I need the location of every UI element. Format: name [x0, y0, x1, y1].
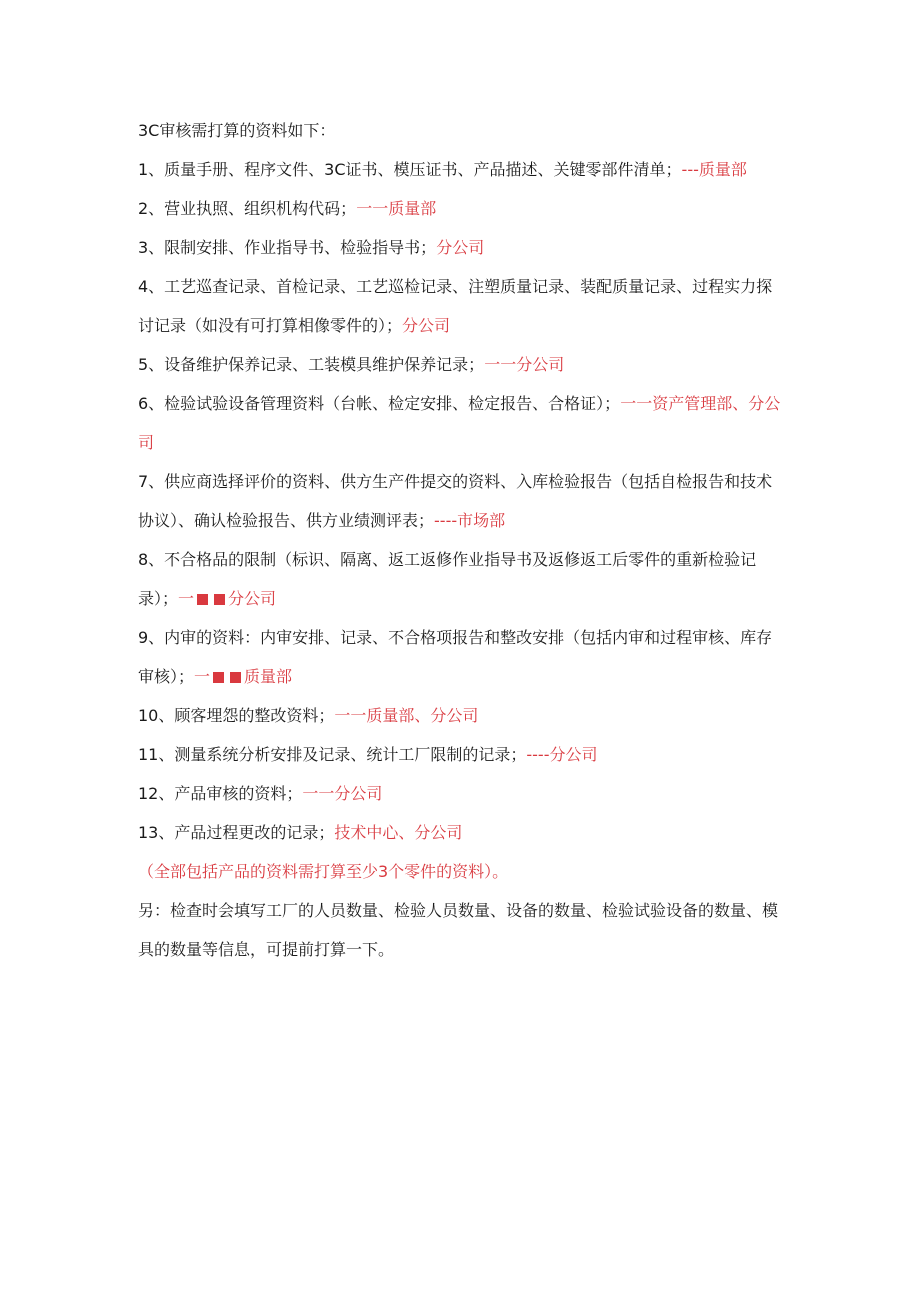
- document-body: [138, 111, 788, 969]
- redacted-square-icon: [213, 672, 224, 683]
- list-item: [138, 189, 788, 228]
- redacted-square-icon: [214, 594, 225, 605]
- item-text: 3、限制安排、作业指导书、检验指导书；: [138, 238, 437, 257]
- item-text: 5、设备维护保养记录、工装模具维护保养记录；: [138, 355, 485, 374]
- item-text: 7、供应商选择评价的资料、供方生产件提交的资料、入库检验报告（包括自检报告和技术协议）、确认检验报告、供方业绩测评表；: [138, 472, 773, 530]
- list-item: [138, 384, 788, 462]
- list-item: [138, 267, 788, 345]
- document-note: （全部包括产品的资料需打算至少3个零件的资料）。: [138, 862, 509, 881]
- document-footer: 另：检查时会填写工厂的人员数量、检验人员数量、设备的数量、检验试验设备的数量、模具的数量等信息，可提前打算一下。: [138, 901, 779, 959]
- item-text: 12、产品审核的资料；: [138, 784, 303, 803]
- redacted-square-icon: [230, 672, 241, 683]
- item-text: 6、检验试验设备管理资料（台帐、检定安排、检定报告、合格证）；: [138, 394, 621, 413]
- document-heading: 3C审核需打算的资料如下：: [138, 121, 336, 140]
- list-item: [138, 774, 788, 813]
- list-item: [138, 540, 788, 618]
- item-department: 一一资产管理部、分公司: [138, 394, 781, 452]
- item-department: 一一分公司: [302, 784, 383, 803]
- list-item: [138, 150, 788, 189]
- item-department: ----市场部: [434, 511, 506, 530]
- item-text: 10、顾客埋怨的整改资料；: [138, 706, 335, 725]
- item-text: 2、营业执照、组织机构代码；: [138, 199, 357, 218]
- list-item: [138, 696, 788, 735]
- item-department: 一一质量部: [356, 199, 437, 218]
- item-department-prefix: 一: [194, 667, 211, 686]
- list-item: [138, 228, 788, 267]
- list-item: [138, 813, 788, 852]
- item-department: ----分公司: [526, 745, 598, 764]
- item-department: 质量部: [244, 667, 293, 686]
- item-text: 4、工艺巡查记录、首检记录、工艺巡检记录、注塑质量记录、装配质量记录、过程实力探讨记录（如没有可打算相像零件的）；: [138, 277, 773, 335]
- item-department: 分公司: [228, 589, 277, 608]
- item-text: 8、不合格品的限制（标识、隔离、返工返修作业指导书及返修返工后零件的重新检验记录）；: [138, 550, 757, 608]
- item-text: 11、测量系统分析安排及记录、统计工厂限制的记录；: [138, 745, 527, 764]
- list-item: [138, 462, 788, 540]
- item-department: 分公司: [402, 316, 451, 335]
- item-text: 1、质量手册、程序文件、3C证书、模压证书、产品描述、关键零部件清单；: [138, 160, 682, 179]
- item-department-prefix: 一: [178, 589, 195, 608]
- redacted-square-icon: [197, 594, 208, 605]
- item-department: ---质量部: [681, 160, 747, 179]
- item-department: 技术中心、分公司: [334, 823, 463, 842]
- list-item: [138, 618, 788, 696]
- item-department: 一一质量部、分公司: [334, 706, 479, 725]
- item-department: 一一分公司: [484, 355, 565, 374]
- item-text: 9、内审的资料：内审安排、记录、不合格项报告和整改安排（包括内审和过程审核、库存审核）；: [138, 628, 773, 686]
- list-item: [138, 735, 788, 774]
- list-item: [138, 345, 788, 384]
- item-text: 13、产品过程更改的记录；: [138, 823, 335, 842]
- item-department: 分公司: [436, 238, 485, 257]
